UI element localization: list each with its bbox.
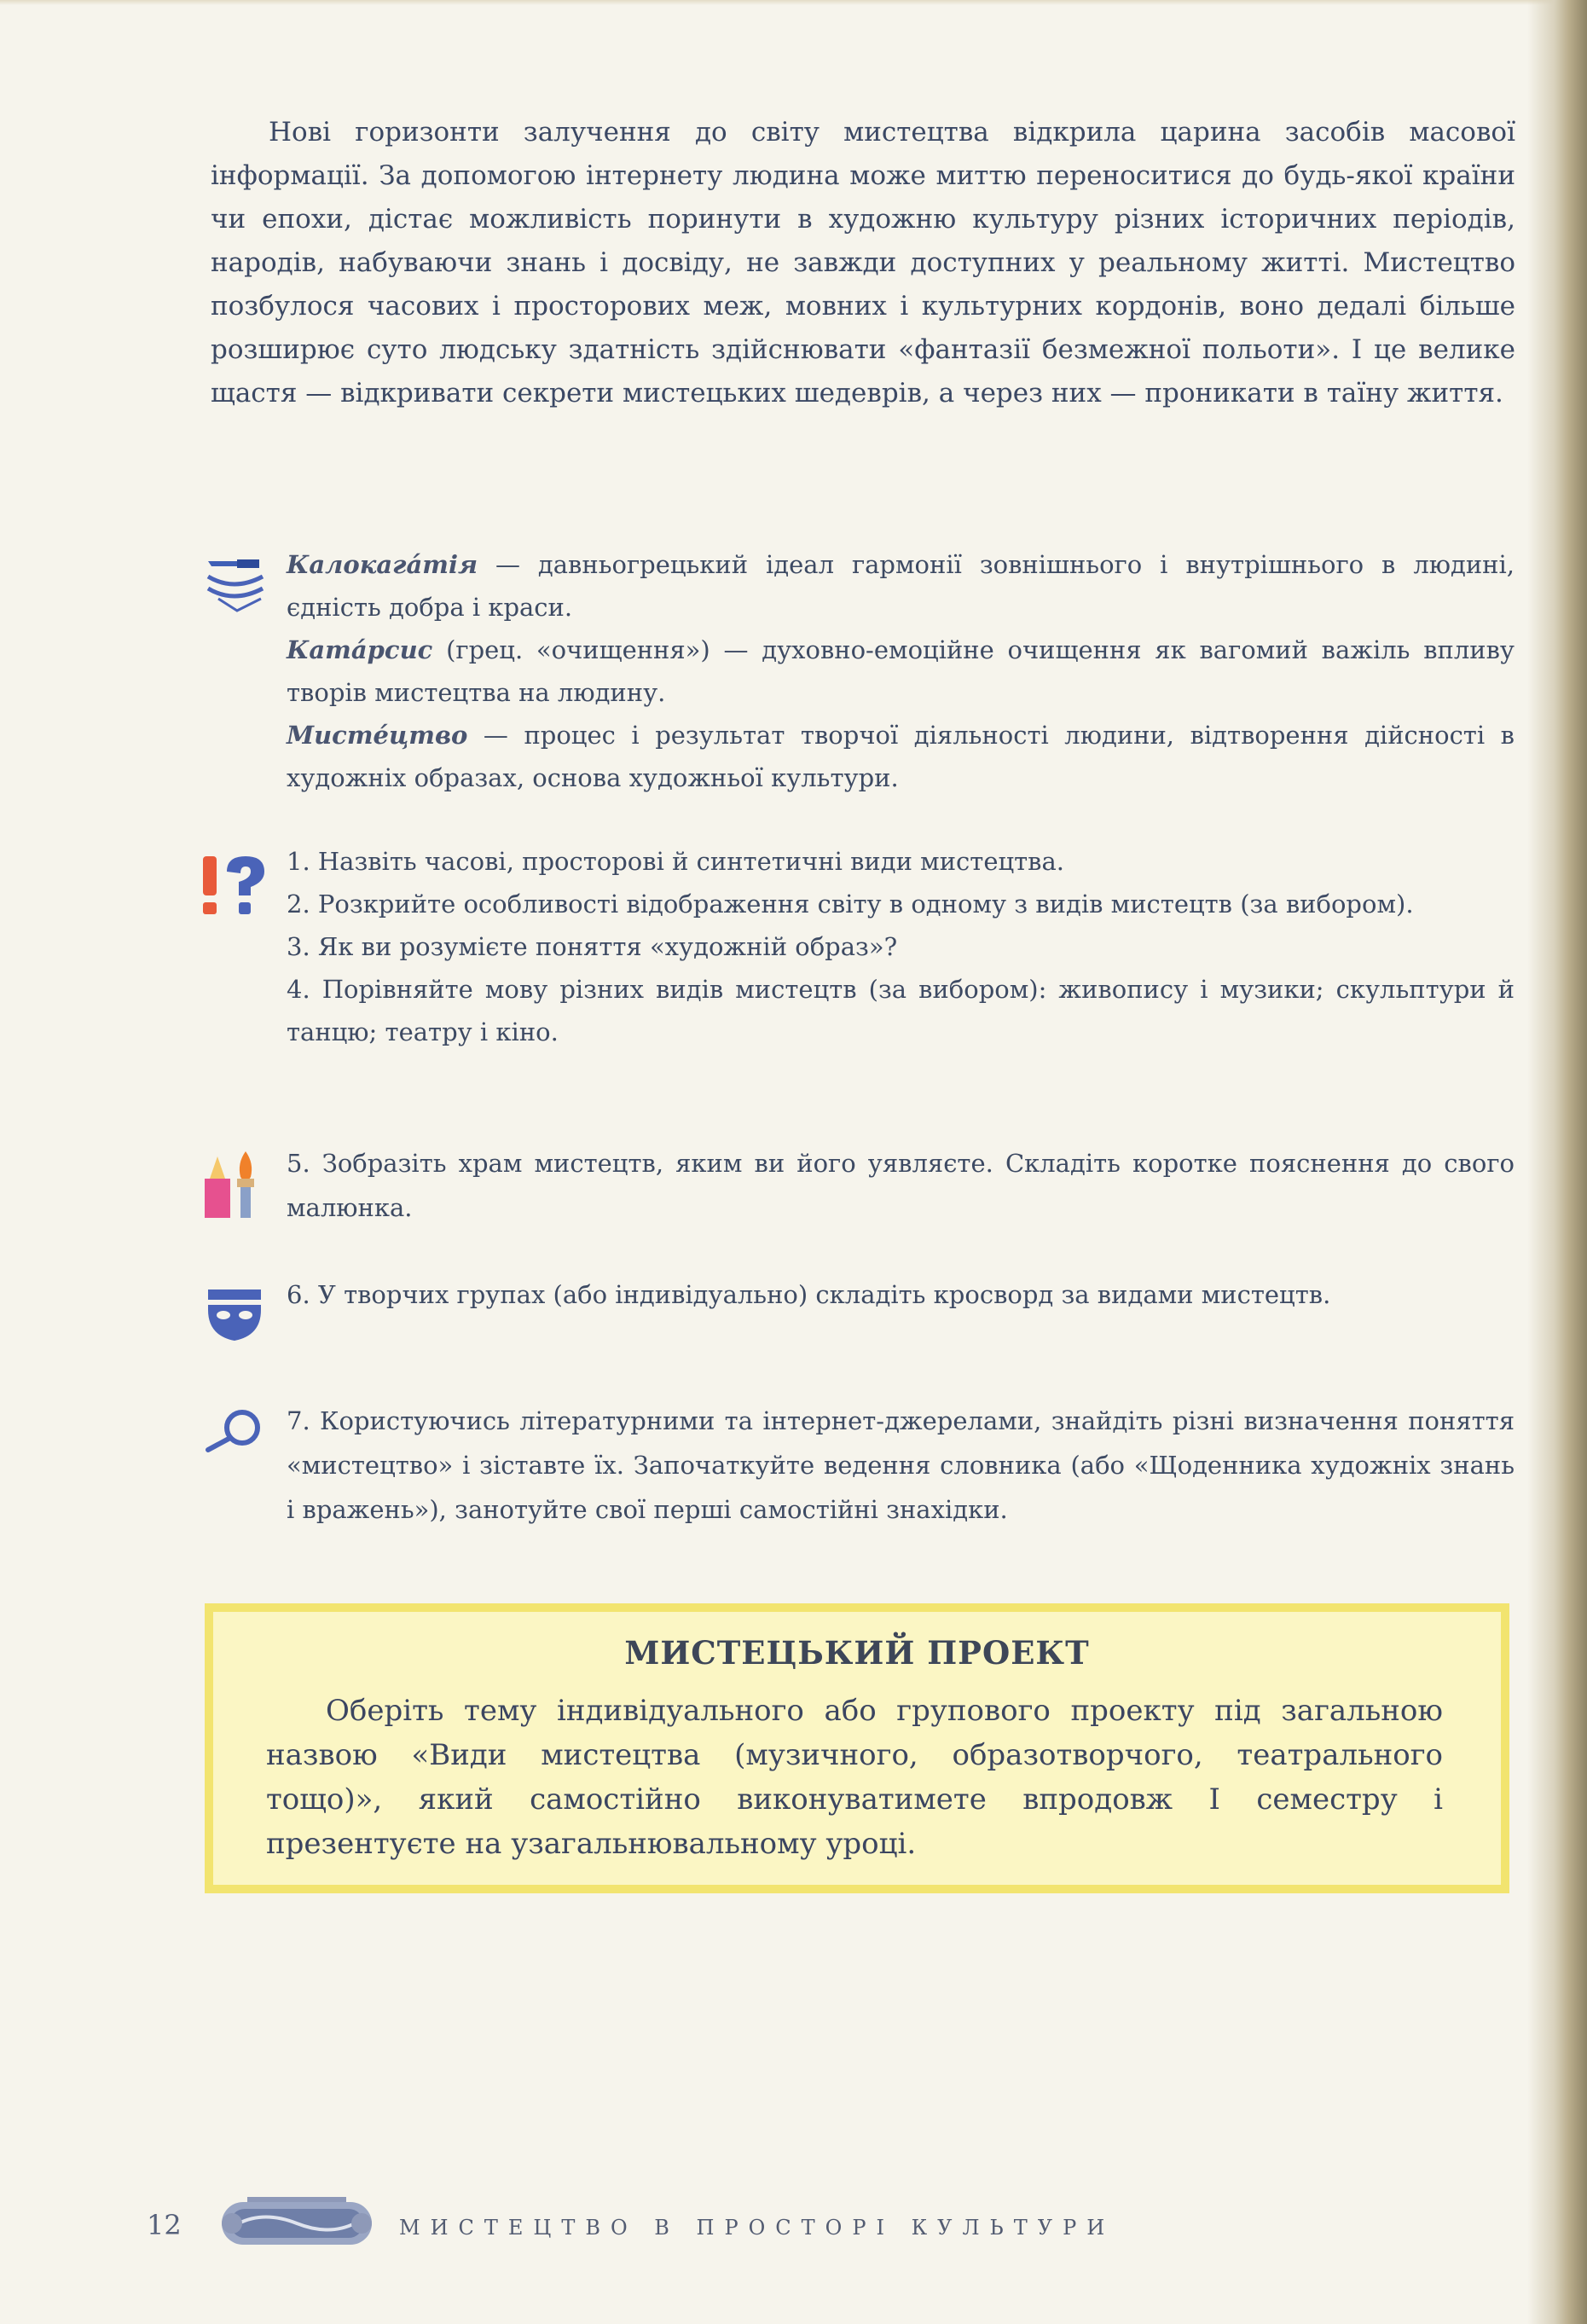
task-7: 7. Користуючись літературними та інтернет-джерелами, знайдіть різні визначення поняття «мистецтво» і зіставте їх. Започаткуйте ведення словника (або «Щоденника художніх знань і вражень»), занотуйте свої перші самостійні знахідки. [287,1406,1515,1524]
page-binding-shadow [1527,0,1587,2324]
group-masks-icon [205,1284,264,1344]
term: Мистéцтво [287,721,468,750]
question-item: 3. Як ви розумієте поняття «художній образ»? [287,932,898,961]
page-top-shadow [0,0,1587,5]
project-title: МИСТЕЦЬКИЙ ПРОЕКТ [624,1634,1090,1672]
paint-tools-icon [203,1148,264,1221]
task-5: 5. Зобразіть храм мистецтв, яким ви його уявляєте. Складіть коротке пояснення до свого малюнка. [287,1149,1515,1222]
project-text: Оберіть тему індивідуального або групового проекту під загальною назвою «Види мистецтва (музичного, образотворчого, театрального тощо)», який самостійно виконуватимете впродовж І семестру і презентуєте на узагальнювальному уроці. [266,1694,1443,1861]
question-exclamation-icon [198,853,269,919]
definition-kalokagathia [287,543,1515,629]
ornament-emblem-icon [213,2194,380,2253]
running-title: МИСТЕЦТВО В ПРОСТОРІ КУЛЬТУРИ [399,2216,1115,2240]
term: Катáрсис [287,635,433,664]
questions-list [287,840,1515,1053]
definitions [287,543,1515,799]
intro-paragraph: Нові горизонти залучення до світу мистецтва відкрила царина засобів масової інформації. За допомогою інтернету людина може миттю переноситися до будь-якої країни чи епохи, дістає можливість поринути в художню культуру різних історичних періодів, народів, набуваючи знань і досвіду, не завжди доступних у реальному житті. Мистецтво позбулося часових і просторових меж, мовних і культурних кордонів, воно дедалі більше розширює суто людську здатність здійснювати «фантазії безмежної польоти». І це велике щастя — відкривати секрети мистецьких шедеврів, а через них — проникати в таїну життя. [211,117,1515,409]
definition-text: — процес і результат творчої діяльності людини, відтворення дійсності в художніх образах, основа художньої культури. [287,721,1515,792]
art-project-box [205,1603,1509,1893]
question-item: 1. Назвіть часові, просторові й синтетичні види мистецтва. [287,847,1065,876]
magnifier-icon [203,1407,268,1455]
question-item: 2. Розкрийте особливості відображення світу в одному з видів мистецтв (за вибором). [287,890,1414,919]
definition-text: — давньогрецький ідеал гармонії зовнішнього і внутрішнього в людині, єдність добра і краси. [287,550,1515,622]
definition-text: (грец. «очищення») — духовно-емоційне очищення як вагомий важіль впливу творів мистецтва на людину. [287,635,1515,707]
term: Калокагáтія [287,550,478,579]
definition-mystetstvo [287,714,1515,799]
question-item: 4. Порівняйте мову різних видів мистецтв (за вибором): живопису і музики; скульптури й танцю; театру і кіно. [287,975,1515,1046]
task-6: 6. У творчих групах (або індивідуально) складіть кросворд за видами мистецтв. [287,1280,1331,1309]
page-number: 12 [147,2209,182,2241]
books-icon [203,553,268,619]
definition-katharsis [287,629,1515,714]
